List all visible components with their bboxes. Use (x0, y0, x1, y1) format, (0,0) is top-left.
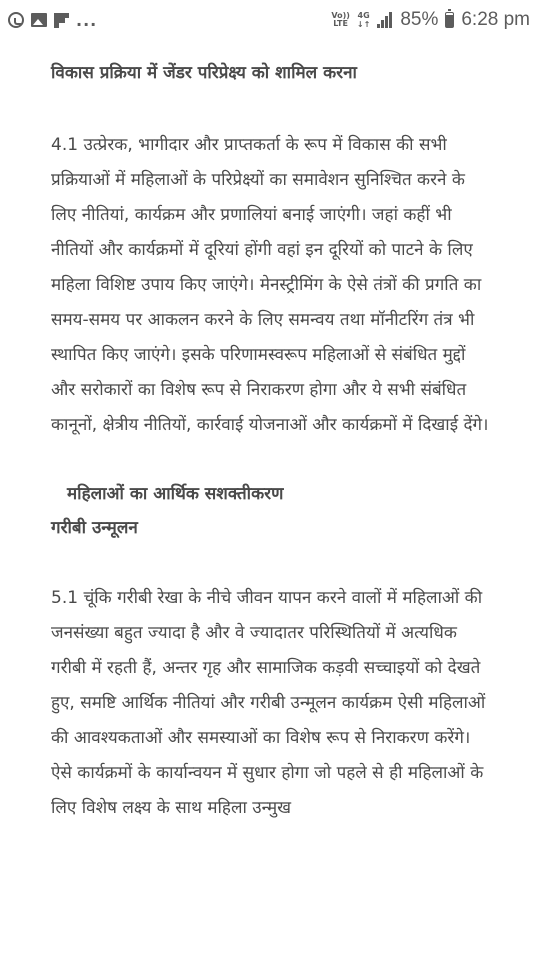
signal-bar (389, 12, 392, 28)
signal-bar (377, 24, 380, 28)
signal-icon (377, 12, 393, 28)
status-bar (0, 0, 540, 40)
signal-bar (385, 16, 388, 28)
section-heading-economic-empowerment: महिलाओं का आर्थिक सशक्तीकरण (67, 484, 284, 504)
article-content[interactable] (51, 56, 491, 826)
lte-label: LTE (333, 19, 348, 28)
network-type-label: 4G (357, 11, 370, 20)
clock: 6:28 pm (461, 9, 530, 30)
flipboard-icon (54, 13, 69, 28)
status-right (331, 9, 530, 31)
data-arrows-icon: ↓↑ (356, 20, 371, 29)
more-notifications-indicator: ... (76, 10, 98, 30)
paragraph-4-1: 4.1 उत्प्रेरक, भागीदार और प्राप्तकर्ता के रूप में विकास की सभी प्रक्रियाओं में महिलाओं के परिप्रेक्ष्यों का समावेशन सुनिश्चित करने के लिए नीतियां, कार्यक्रम और प्रणालियां बनाई जाएंगी। जहां कहीं भी नीतियों और कार्यक्रमों में दूरियां होंगी वहां इन दूरियों को पाटने के लिए महिला विशिष्ट उपाय किए जाएंगे। मेनस्ट्रीमिंग के ऐसे तंत्रों की प्रगति का समय-समय पर आकलन करने के लिए समन्वय तथा मॉनीटरिंग तंत्र भी स्थापित किए जाएंगे। इसके परिणामस्वरूप महिलाओं से संबंधित मुद्दों और सरोकारों का विशेष रूप से निराकरण होगा और ये सभी संबंधित कानूनों, क्षेत्रीय नीतियों, कार्रवाई योजनाओं और कार्यक्रमों में दिखाई देंगे। (51, 135, 489, 435)
signal-bar (381, 20, 384, 28)
battery-icon (445, 12, 454, 28)
section-heading-gender-perspective: विकास प्रक्रिया में जेंडर परिप्रेक्ष्य को शामिल करना (51, 63, 357, 83)
gallery-icon (31, 13, 47, 27)
volte-label: Vo)) (331, 11, 350, 20)
status-left (8, 11, 97, 30)
section-heading-poverty-eradication: गरीबी उन्मूलन (51, 518, 138, 538)
battery-percent: 85% (400, 9, 439, 30)
whatsapp-icon (8, 12, 24, 28)
network-type-indicator (357, 11, 370, 29)
paragraph-5-1: 5.1 चूंकि गरीबी रेखा के नीचे जीवन यापन करने वालों में महिलाओं की जनसंख्या बहुत ज्यादा है और वे ज्यादातर परिस्थितियों में अत्यधिक गरीबी में रहती हैं, अन्तर गृह और सामाजिक कड़वी सच्चाइयों को देखते हुए, समष्टि आर्थिक नीतियां और गरीबी उन्मूलन कार्यक्रम ऐसी महिलाओं की आवश्यकताओं और समस्याओं का विशेष रूप से निराकरण करेंगे। ऐसे कार्यक्रमों के कार्यान्वयन में सुधार होगा जो पहले से ही महिलाओं के लिए विशेष लक्ष्य के साथ महिला उन्मुख (51, 588, 486, 818)
volte-indicator (331, 12, 350, 28)
